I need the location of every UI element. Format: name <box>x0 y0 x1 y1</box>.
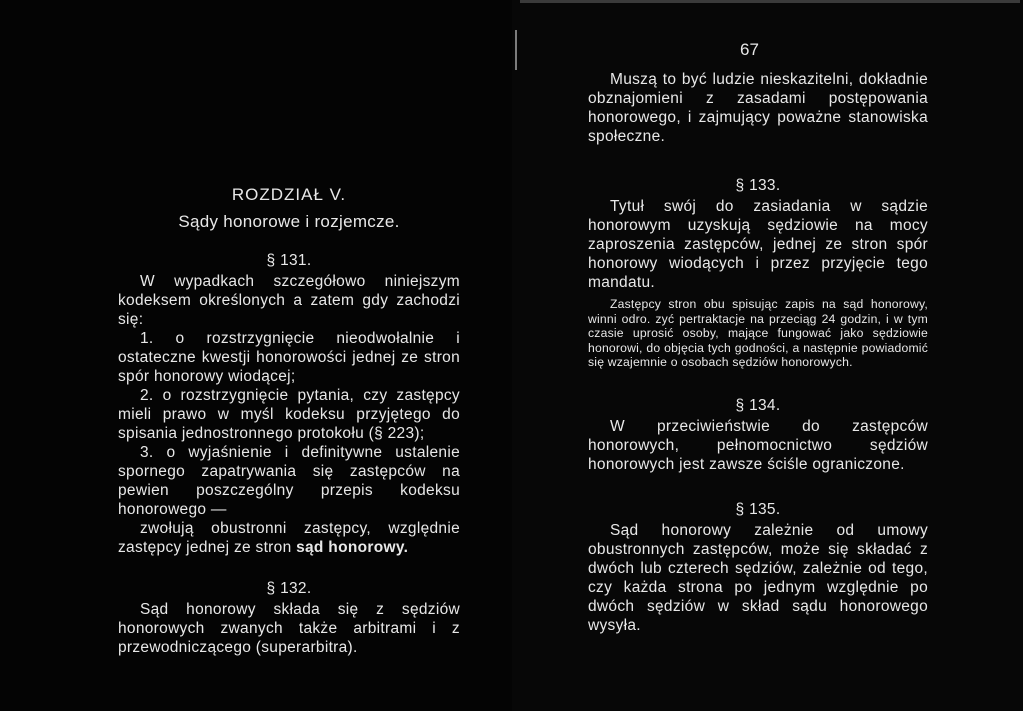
section-131-item-2: 2. o rozstrzygnięcie pytania, czy zastępcy mieli prawo w myśl kodeksu przyjętego do spisania jednostronnego protokołu (§ 223); <box>118 387 460 442</box>
page-number: 67 <box>740 40 759 59</box>
section-132-text: Sąd honorowy składa się z sędziów honorowych zwanych także arbitrami i z przewodniczącego (superarbitra). <box>118 601 460 656</box>
section-135-text: Sąd honorowy zależnie od umowy obustronnych zastępców, może się składać z dwóch lub czterech sędziów, zależnie od tego, czy każda strona po jednym względnie po dwóch sędziów w skład sądu honorowego wysyła. <box>588 521 928 634</box>
chapter-subtitle: Sądy honorowe i rozjemcze. <box>178 212 400 231</box>
section-131-conclusion-text: zwołują obustronni zastępcy, względnie zastępcy jednej ze stron <box>118 520 460 556</box>
section-134-text: W przeciwieństwie do zastępców honorowych, pełnomocnictwo sędziów honorowych jest zawsze ściśle ograniczone. <box>588 417 928 473</box>
section-135-heading: § 135. <box>735 500 781 518</box>
page-top-edge <box>520 0 1020 3</box>
section-133-note: Zastępcy stron obu spisując zapis na sąd honorowy, winni odro. zyć pertraktacje na przeciąg 24 godzin, i w tym czasie uprosić osoby, mające fungować jako sędziowie honorowi, do objęcia tych godności, a następnie powiadomić się wzajemnie o osobach sędziów honorowych. <box>588 297 928 369</box>
chapter-title: ROZDZIAŁ V. <box>231 185 347 204</box>
right-column <box>588 70 928 635</box>
section-131-conclusion-emphasis: sąd honorowy. <box>296 539 409 556</box>
section-131-heading: § 131. <box>266 252 312 269</box>
section-131-intro: W wypadkach szczegółowo niniejszym kodeksem określonych a zatem gdy zachodzi się: <box>118 273 460 328</box>
section-133-heading: § 133. <box>735 177 781 194</box>
section-133-text: Tytuł swój do zasiadania w sądzie honorowym uzyskują sędziowie na mocy zaproszenia zastępców, jednej ze stron spór honorowy wiodących i przez przyjęcie tego mandatu. <box>588 198 928 291</box>
left-column <box>118 185 460 657</box>
top-paragraph: Muszą to być ludzie nieskazitelni, dokładnie obznajomieni z zasadami postępowania honorowego, i zajmujący poważne stanowiska społeczne. <box>588 71 928 145</box>
gutter-mark <box>515 30 517 70</box>
section-131-conclusion <box>118 519 460 557</box>
section-131-item-1: 1. o rozstrzygnięcie nieodwołalnie i ostateczne kwestji honorowości jednej ze stron spór honorowy wiodącej; <box>118 330 460 385</box>
section-132-heading: § 132. <box>266 580 312 597</box>
section-134-heading: § 134. <box>735 396 781 414</box>
section-131-item-3: 3. o wyjaśnienie i definitywne ustalenie spornego zapatrywania się zastępców na pewien poszczególny przepis kodeksu honorowego — <box>118 444 460 518</box>
